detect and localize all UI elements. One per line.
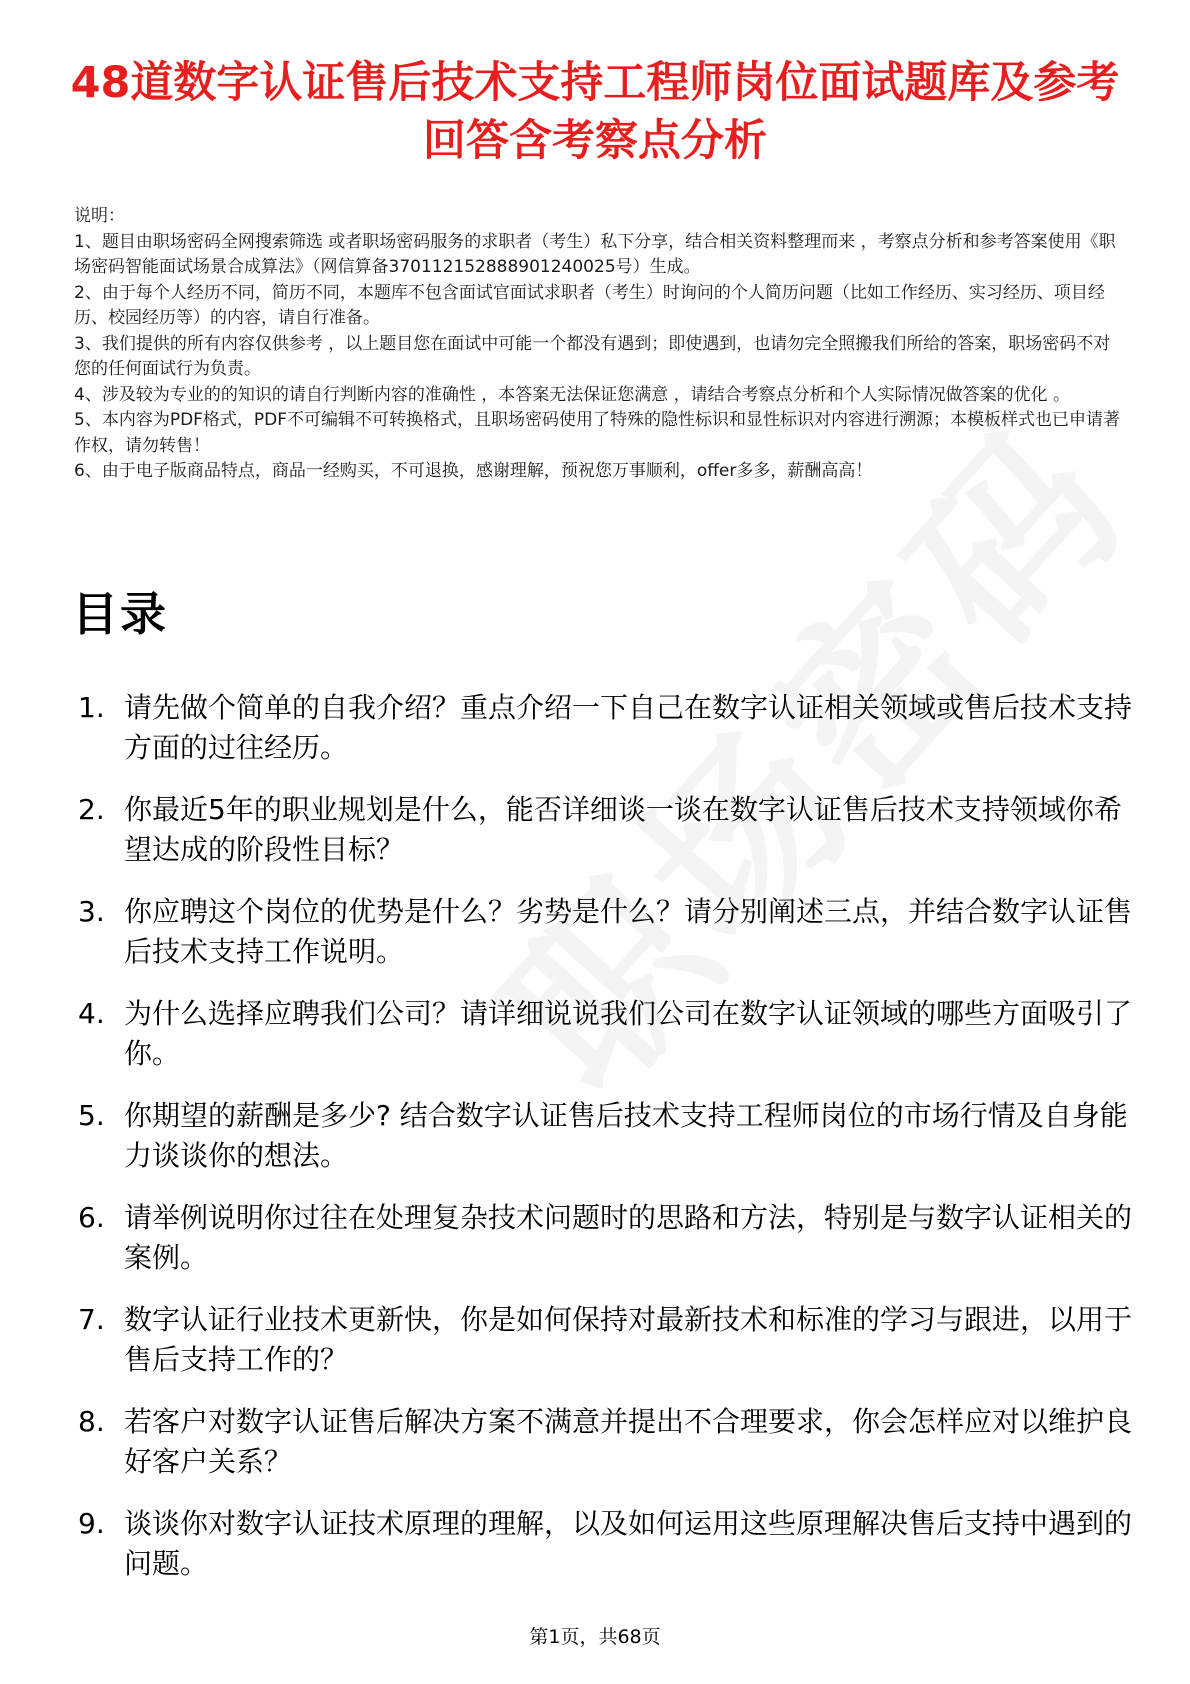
question-item[interactable]	[78, 1198, 1134, 1300]
question-text: 你应聘这个岗位的优势是什么？劣势是什么？请分别阐述三点，并结合数字认证售后技术支持工作说明。	[124, 895, 1133, 968]
question-text: 你最近5年的职业规划是什么，能否详细谈一谈在数字认证售后技术支持领域你希望达成的阶段性目标？	[124, 793, 1122, 866]
question-number: 5.	[78, 1099, 105, 1132]
question-text: 谈谈你对数字认证技术原理的理解，以及如何运用这些原理解决售后支持中遇到的问题。	[124, 1507, 1133, 1580]
question-number: 7.	[78, 1303, 105, 1336]
question-item[interactable]	[78, 1504, 1134, 1606]
note-item: 1、题目由职场密码全网搜索筛选 或者职场密码服务的求职者（考生）私下分享，结合相关资料整理而来 ，考察点分析和参考答案使用《职场密码智能面试场景合成算法》（网信算备370112152888901240025号）生成。	[74, 231, 1116, 277]
question-text: 数字认证行业技术更新快，你是如何保持对最新技术和标准的学习与跟进，以用于售后支持工作的？	[124, 1303, 1133, 1376]
page-footer: 第1页，共68页	[529, 1626, 661, 1648]
toc-heading: 目录	[72, 587, 168, 641]
question-number: 1.	[78, 691, 105, 724]
question-text: 请举例说明你过往在处理复杂技术问题时的思路和方法，特别是与数字认证相关的案例。	[124, 1201, 1133, 1274]
question-item[interactable]	[78, 1096, 1134, 1198]
question-item[interactable]	[78, 790, 1134, 892]
question-number: 8.	[78, 1405, 105, 1438]
note-item: 2、由于每个人经历不同，简历不同，本题库不包含面试官面试求职者（考生）时询问的个人简历问题（比如工作经历、实习经历、项目经历、校园经历等）的内容，请自行准备。	[74, 282, 1105, 328]
question-number: 4.	[78, 997, 105, 1030]
question-text: 为什么选择应聘我们公司？请详细说说我们公司在数字认证领域的哪些方面吸引了你。	[124, 997, 1133, 1070]
question-item[interactable]	[78, 892, 1134, 994]
question-item[interactable]	[78, 1300, 1134, 1402]
notes-section	[74, 204, 1124, 485]
question-number: 2.	[78, 793, 105, 826]
question-text: 你期望的薪酬是多少? 结合数字认证售后技术支持工程师岗位的市场行情及自身能力谈谈你的想法。	[124, 1099, 1128, 1172]
question-item[interactable]	[78, 688, 1134, 790]
note-item: 3、我们提供的所有内容仅供参考 ，以上题目您在面试中可能一个都没有遇到；即使遇到，也请勿完全照搬我们所给的答案，职场密码不对您的任何面试行为负责。	[74, 333, 1111, 379]
question-item[interactable]	[78, 1402, 1134, 1504]
note-item: 4、涉及较为专业的的知识的请自行判断内容的准确性 ，本答案无法保证您满意 ，请结合考察点分析和个人实际情况做答案的优化 。	[74, 384, 1071, 405]
question-list	[78, 688, 1138, 1606]
note-item: 6、由于电子版商品特点，商品一经购买，不可退换，感谢理解，预祝您万事顺利，offer多多，薪酬高高！	[74, 461, 873, 481]
note-item: 5、本内容为PDF格式，PDF不可编辑不可转换格式，且职场密码使用了特殊的隐性标识和显性标识对内容进行溯源；本模板样式也已申请著作权，请勿转售！	[74, 410, 1121, 456]
question-number: 6.	[78, 1201, 105, 1234]
question-text: 若客户对数字认证售后解决方案不满意并提出不合理要求，你会怎样应对以维护良好客户关系？	[124, 1405, 1133, 1478]
document-title: 48道数字认证售后技术支持工程师岗位面试题库及参考回答含考察点分析	[70, 58, 1120, 166]
question-number: 3.	[78, 895, 105, 928]
question-number: 9.	[78, 1507, 105, 1540]
question-text: 请先做个简单的自我介绍？重点介绍一下自己在数字认证相关领域或售后技术支持方面的过往经历。	[124, 691, 1133, 764]
question-item[interactable]	[78, 994, 1134, 1096]
notes-heading: 说明：	[74, 206, 125, 226]
